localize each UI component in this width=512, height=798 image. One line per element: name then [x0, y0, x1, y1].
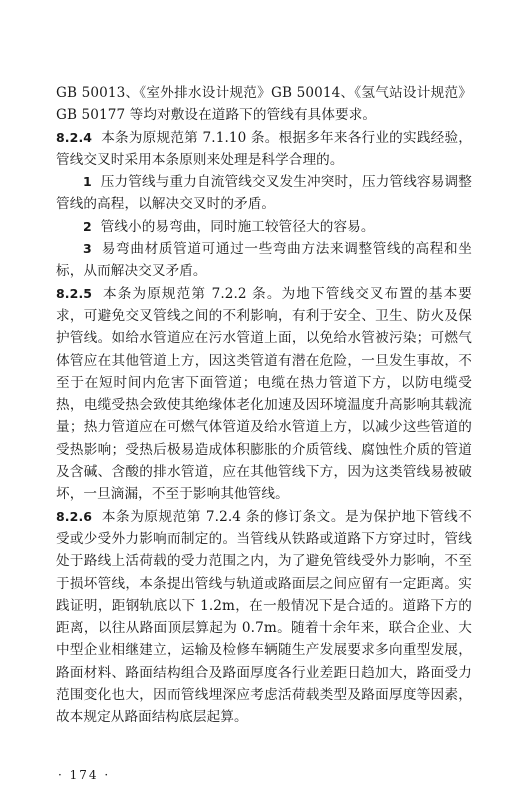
page-number: · 174 ·: [58, 768, 111, 782]
item-number: 2: [83, 218, 92, 234]
clause-text: 本条为原规范第 7.2.4 条的修订条文。是为保护地下管线不受或少受外力影响而制定的。当管线从铁路或道路下方穿过时，管线处于路线上活荷载的受力范围之内，为了避免管线受外力影响，不至于损坏管线，本条提出管线与轨道或路面层之间应留有一定距离。实践证明，距钢轨底以下 1.2m，在一般情况下是合适的。道路下方的距离，以往从路面顶层算起为 0.7m。随着十余年来，联合企业、大中型企业相继建立，运输及检修车辆随生产发展要求多向重型发展，路面材料、路面结构组合及路面厚度各行业差距日趋加大，路面受力范围变化也大，因而管线埋深应考虑活荷载类型及路面厚度等因素，故本规定从路面结构底层起算。: [56, 508, 472, 726]
paragraph-continuation: [56, 82, 472, 127]
item-number: 3: [83, 241, 92, 257]
item-text: 易弯曲材质管道可通过一些弯曲方法来调整管线的高程和坐标，从而解决交叉矛盾。: [56, 241, 472, 280]
clause-text: 本条为原规范第 7.1.10 条。根据多年来各行业的实践经验，管线交叉时采用本条原则来处理是科学合理的。: [56, 129, 472, 168]
clause-number: 8.2.4: [56, 129, 93, 145]
clause-number: 8.2.5: [56, 285, 93, 301]
paragraph-text: GB 50013、《室外排水设计规范》GB 50014、《氢气站设计规范》GB 50177 等均对敷设在道路下的管线有具体要求。: [56, 85, 472, 124]
clause-8-2-4: [56, 127, 472, 172]
item-2: [56, 216, 472, 238]
clause-text: 本条为原规范第 7.2.2 条。为地下管线交叉布置的基本要求，可避免交叉管线之间的不利影响，有利于安全、卫生、防火及保护管线。如给水管道应在污水管道上面，以免给水管被污染；可燃气体管应在其他管道上方，因这类管道有潜在危险，一旦发生事故，不至于在短时间内危害下面管道；电缆在热力管道下方，以防电缆受热，电缆受热会致使其绝缘体老化加速及因环境温度升高影响其载流量；热力管道应在可燃气体管道及给水管道上方，以减少这些管道的受热影响；受热后极易造成体积膨胀的介质管线、腐蚀性介质的管道及含碱、含酸的排水管道，应在其他管线下方，因为这类管线易被破坏，一旦滴漏，不至于影响其他管线。: [56, 285, 472, 503]
item-3: [56, 238, 472, 283]
clause-8-2-5: [56, 283, 472, 506]
item-number: 1: [83, 174, 92, 190]
clause-number: 8.2.6: [56, 508, 93, 524]
document-body: [56, 82, 472, 729]
item-text: 管线小的易弯曲，同时施工较管径大的容易。: [100, 218, 375, 235]
clause-8-2-6: [56, 506, 472, 729]
item-text: 压力管线与重力自流管线交叉发生冲突时，压力管线容易调整管线的高程，以解决交叉时的矛盾。: [56, 174, 473, 213]
item-1: [56, 171, 472, 216]
